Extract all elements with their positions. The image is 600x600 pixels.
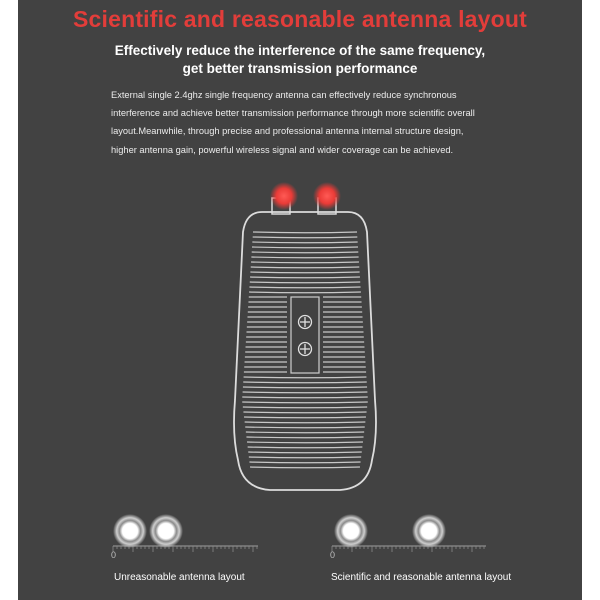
vent-line — [253, 232, 357, 233]
antenna-position-marker — [149, 514, 183, 548]
vent-line — [245, 422, 366, 423]
subtitle-line: Effectively reduce the interference of the same frequency, — [114, 43, 486, 58]
vent-line — [244, 377, 367, 378]
antenna-right — [313, 182, 341, 214]
vent-line — [242, 402, 368, 403]
antenna-left — [270, 182, 298, 214]
vent-line — [243, 392, 368, 393]
vent-line — [248, 452, 362, 453]
page-title: Scientific and reasonable antenna layout — [72, 6, 528, 32]
description-line: layout.Meanwhile, through precise and professional antenna internal structure design, — [111, 126, 464, 137]
ruler-zero-label: 0 — [111, 550, 117, 560]
vent-line — [243, 412, 366, 413]
vent-line — [247, 442, 363, 443]
vent-line — [248, 447, 363, 448]
vent-line — [243, 407, 367, 408]
ruler-zero-label: 0 — [330, 550, 336, 560]
vent-line — [243, 387, 367, 388]
vent-line — [252, 247, 358, 248]
vent-line — [243, 382, 367, 383]
screw-icon — [299, 343, 312, 356]
antenna-glow-icon — [270, 182, 298, 210]
vent-line — [250, 272, 359, 273]
caption-reasonable: Scientific and reasonable antenna layout — [331, 572, 512, 583]
description-line: External single 2.4ghz single frequency antenna can effectively reduce synchronous — [111, 90, 457, 100]
vent-line — [252, 252, 359, 253]
subtitle-line: get better transmission performance — [182, 61, 418, 76]
vent-line — [253, 237, 358, 238]
vent-line — [242, 397, 367, 398]
vent-line — [249, 287, 360, 288]
vent-line — [251, 257, 358, 258]
vent-line — [251, 262, 359, 263]
antenna-position-marker — [113, 514, 147, 548]
vent-line — [249, 457, 361, 458]
vent-line — [252, 242, 357, 243]
vent-line — [251, 267, 360, 268]
vent-line — [246, 437, 363, 438]
description-line: interference and achieve better transmission performance through more scientific overall — [111, 108, 475, 119]
antenna-glow-icon — [313, 182, 341, 210]
center-plate — [291, 297, 319, 373]
description-line: higher antenna gain, powerful wireless signal and wider coverage can be achieved. — [111, 144, 454, 155]
vent-line — [246, 432, 364, 433]
caption-unreasonable: Unreasonable antenna layout — [114, 572, 245, 583]
vent-line — [250, 277, 360, 278]
antenna-position-marker — [412, 514, 446, 548]
vent-line — [249, 292, 361, 293]
vent-line — [250, 467, 360, 468]
vent-line — [250, 282, 361, 283]
vent-line — [249, 462, 360, 463]
screw-icon — [299, 316, 312, 329]
vent-line — [244, 417, 366, 418]
antenna-position-marker — [334, 514, 368, 548]
vent-line — [245, 427, 365, 428]
